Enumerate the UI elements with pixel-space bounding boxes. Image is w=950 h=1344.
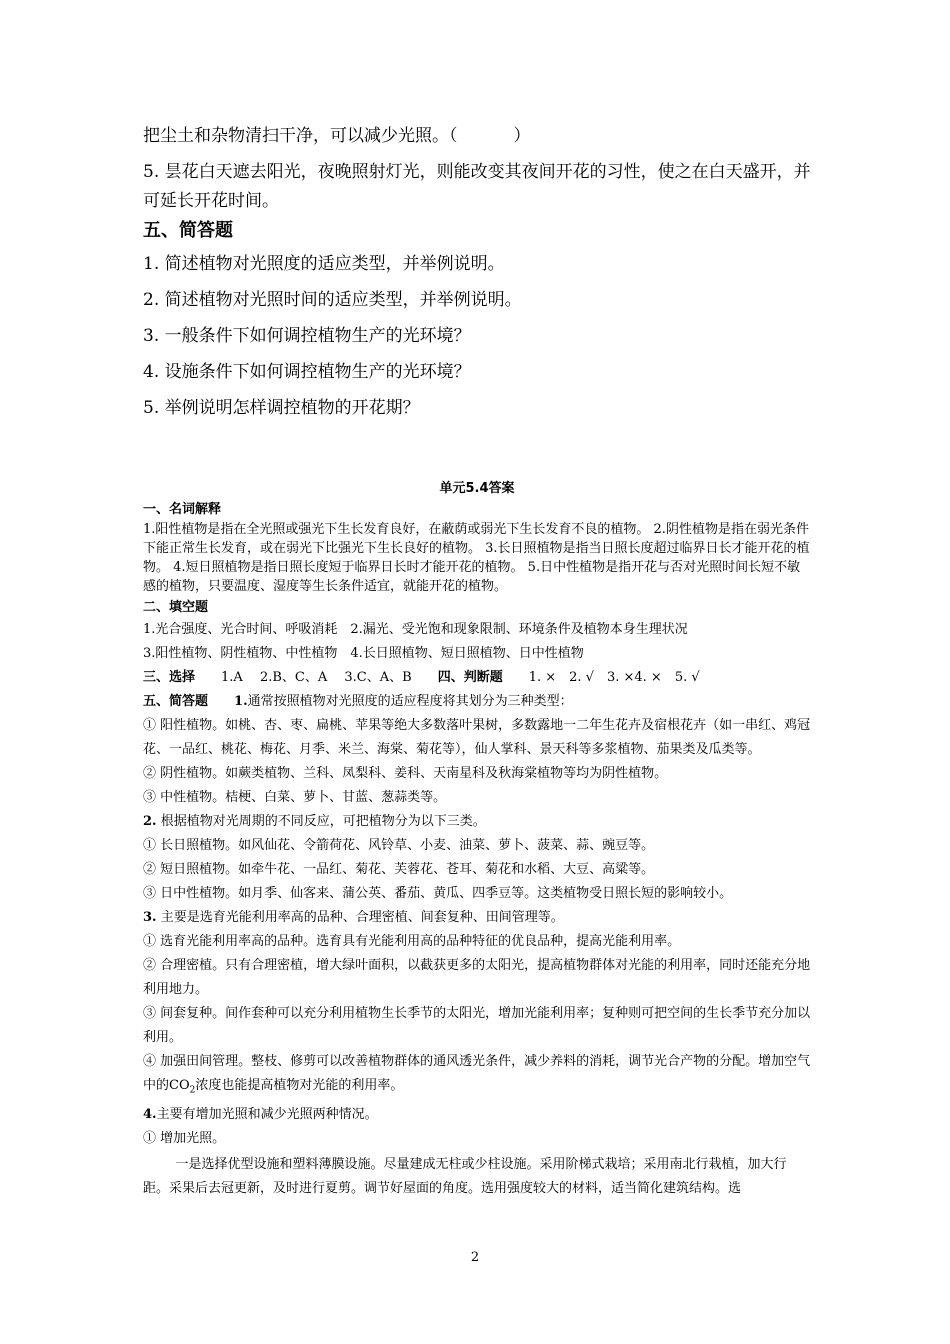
answer-4-intro: 4.主要有增加光照和减少光照两种情况。 (143, 1106, 378, 1122)
short-question-5: 5. 举例说明怎样调控植物的开花期？ (143, 398, 420, 418)
short-question-3: 3. 一般条件下如何调控植物生产的光环境？ (143, 326, 471, 346)
answer-3-intro: 3. 主要是选育光能利用率高的品种、合理密植、间套复种、田间管理等。 (143, 910, 564, 925)
answer-2-item-1: ① 长日照植物。如风仙花、令箭荷花、风铃草、小麦、油菜、萝卜、菠菜、蒜、豌豆等。 (143, 838, 655, 853)
section-5-line: 五、简答题 1.通常按照植物对光照度的适应程度将其划分为三种类型： (143, 694, 573, 709)
section-1-heading: 一、名词解释 (143, 502, 222, 517)
question-4-continuation: 把尘土和杂物清扫干净，可以减少光照。（ ） (143, 126, 531, 146)
section-3-answers: 1.A 2.B、C、A 3.C、A、B (221, 670, 412, 685)
answer-3-item-1: ① 选育光能利用率高的品种。选育具有光能利用高的品种特征的优良品种，提高光能利用率。 (143, 934, 681, 949)
answer-2-intro: 2. 根据植物对光周期的不同反应，可把植物分为以下三类。 (143, 814, 486, 829)
answer-4-item-1: ① 增加光照。 (143, 1130, 226, 1146)
section-2-line-1: 1.光合强度、光合时间、呼吸消耗 2.漏光、受光饱和现象限制、环境条件及植物本身生理状况 (143, 622, 688, 637)
answer-1-item-1: ① 阳性植物。如桃、杏、枣、扁桃、苹果等绝大多数落叶果树，多数露地一二年生花卉及宿根花卉（如一串红、鸡冠花、一品红、桃花、梅花、月季、米兰、海棠、菊花等），仙人掌科、景天科等多浆植物、茄果类及瓜类等。 (143, 718, 811, 757)
answer-4-paragraph: 一是选择优型设施和塑料薄膜设施。尽量建成无柱或少柱设施。采用阶梯式栽培；采用南北行栽植，加大行距。采果后去冠更新，及时进行夏剪。调节好屋面的角度。选用强度较大的材料，适当简化建筑结构。选 (143, 1156, 787, 1196)
question-5: 5. 昙花白天遮去阳光，夜晚照射灯光，则能改变其夜间开花的习性，使之在白天盛开，并可延长开花时间。 (143, 162, 811, 211)
section-5-heading: 五、简答题 (143, 220, 233, 241)
section-1-answers: 1.阳性植物是指在全光照或强光下生长发育良好，在蔽荫或弱光下生长发育不良的植物。 2.阴性植物是指在弱光条件下能正常生长发育，或在弱光下比强光下生长良好的植物。 3.长日照植物是指当日照长度超过临界日长才能开花的植物。 4.短日照植物是指日照长度短于临界日长时才能开花的植物。 5.日中性植物是指开花与否对光照时间长短不敏感的植物，只要温度、湿度等生长条件适宜，就能开花的植物。 (143, 522, 810, 594)
section-5-answer-heading: 五、简答题 (143, 694, 209, 709)
short-question-1: 1. 简述植物对光照度的适应类型，并举例说明。 (143, 254, 505, 274)
answer-2-item-3: ③ 日中性植物。如月季、仙客来、蒲公英、番茄、黄瓜、四季豆等。这类植物受日照长短的影响较小。 (143, 886, 733, 901)
question-section (143, 118, 823, 426)
answer-1-intro: 通常按照植物对光照度的适应程度将其划分为三种类型： (247, 694, 573, 709)
answer-key-title: 单元5.4答案 (439, 481, 515, 496)
answer-3-item-3: ③ 间套复种。间作套种可以充分利用植物生长季节的太阳光，增加光能利用率；复种则可把空间的生长季节充分加以利用。 (143, 1006, 811, 1045)
answer-key (143, 478, 811, 1201)
section-3-4-line (143, 666, 811, 690)
answer-3-item-4: ④ 加强田间管理。整枝、修剪可以改善植物群体的通风透光条件，减少养料的消耗，调节光合产物的分配。增加空气中的$CO_2$浓度也能提高植物对光能的利用率。 (143, 1054, 811, 1096)
section-4-answers: 1. × 2. √ 3. ×4. × 5. √ (528, 670, 700, 685)
section-2-line-2: 3.阳性植物、阴性植物、中性植物 4.长日照植物、短日照植物、日中性植物 (143, 646, 584, 661)
answer-1-item-3: ③ 中性植物。桔梗、白菜、萝卜、甘蓝、葱蒜类等。 (143, 790, 447, 805)
answer-3-item-2: ② 合理密植。只有合理密植，增大绿叶面积，以截获更多的太阳光，提高植物群体对光能的利用率，同时还能充分地利用地力。 (143, 958, 811, 997)
short-question-2: 2. 简述植物对光照时间的适应类型，并举例说明。 (143, 290, 522, 310)
section-3-heading: 三、选择 (143, 670, 196, 685)
section-2-heading: 二、填空题 (143, 600, 209, 615)
short-question-4: 4. 设施条件下如何调控植物生产的光环境？ (143, 362, 471, 382)
answer-1-item-2: ② 阴性植物。如蕨类植物、兰科、凤梨科、姜科、天南星科及秋海棠植物等均为阴性植物。 (143, 766, 668, 781)
section-4-heading: 四、判断题 (437, 670, 503, 685)
page-number: 2 (470, 1250, 480, 1265)
answer-2-item-2: ② 短日照植物。如牵牛花、一品红、菊花、芙蓉花、苍耳、菊花和水稻、大豆、高粱等。 (143, 862, 655, 877)
